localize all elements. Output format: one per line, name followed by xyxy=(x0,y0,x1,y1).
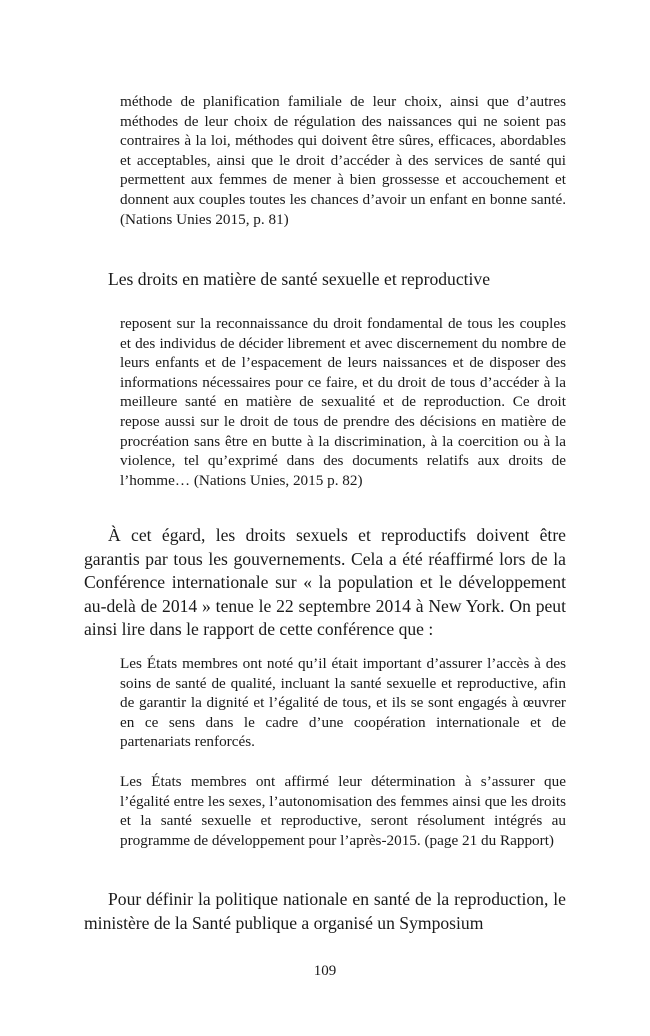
body-paragraph-conference: À cet égard, les droits sexuels et reproductifs doivent être garantis par tous les gouvernements. Cela a été réaffirmé lors de la Conférence internationale sur « la population et le développement au-delà de 2014 » tenue le 22 septembre 2014 à New York. On peut ainsi lire dans le rapport de cette conférence que : xyxy=(84,525,566,640)
quote-member-states-access: Les États membres ont noté qu’il était important d’assurer l’accès à des soins de santé de qualité, incluant la santé sexuelle et reproductive, afin de garantir la dignité et l’égalité de tous, et ils se sont engagés à œuvrer en ce sens dans le cadre d’une coopération internationale et de partenariats renforcés. xyxy=(120,655,566,751)
quote-member-states-equality: Les États membres ont affirmé leur détermination à s’assurer que l’égalité entre les sexes, l’autonomisation des femmes ainsi que les droits et la santé sexuelle et reproductive, seront résolument intégrés au programme de développement pour l’après-2015. (page 21 du Rapport) xyxy=(120,773,566,849)
quote-reproductive-rights: reposent sur la reconnaissance du droit fondamental de tous les couples et des individus de décider librement et avec discernement du nombre de leurs enfants et de l’espacement de leurs naissances et de disposer des informations nécessaires pour ce faire, et du droit de tous d’accéder à la meilleure santé en matière de sexualité et de reproduction. Ce droit repose aussi sur le droit de tous de prendre des décisions en matière de procréation sans être en butte à la discrimination, à la coercition ou à la violence, tel qu’exprimé dans des documents relatifs aux droits de l’homme… (Nations Unies, 2015 p. 82) xyxy=(120,315,566,489)
intro-line-sexual-health-rights: Les droits en matière de santé sexuelle et reproductive xyxy=(108,269,491,289)
quote-contraception-methods: méthode de planification familiale de leur choix, ainsi que d’autres méthodes de leur choix de régulation des naissances qui ne soient pas contraires à la loi, méthodes qui doivent être sûres, efficaces, abordables et acceptables, ainsi que le droit d’accéder à des services de santé qui permettent aux femmes de mener à bien grossesse et accouchement et donnent aux couples toutes les chances d’avoir un enfant en bonne santé. (Nations Unies 2015, p. 81) xyxy=(120,93,566,228)
body-paragraph-national-policy: Pour définir la politique nationale en santé de la reproduction, le ministère de la Santé publique a organisé un Symposium xyxy=(84,889,566,933)
page-number: 109 xyxy=(313,963,337,979)
